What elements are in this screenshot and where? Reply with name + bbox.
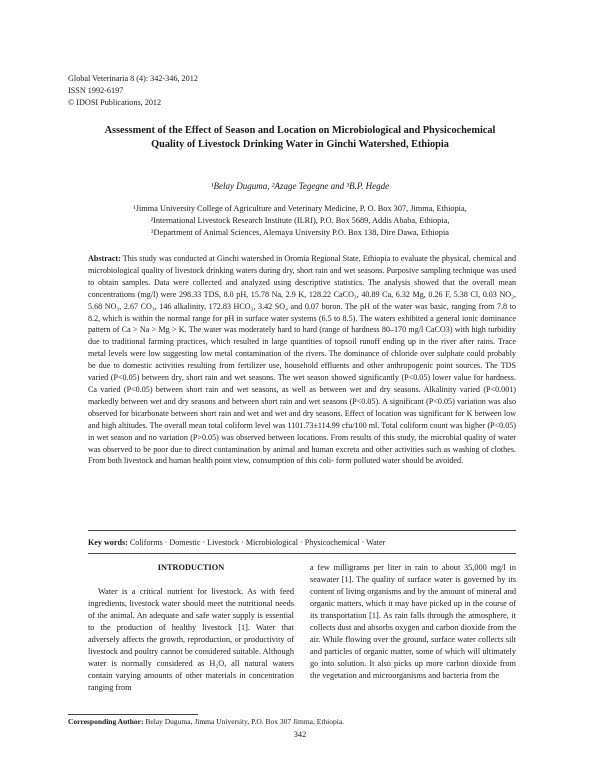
copyright: © IDOSI Publications, 2012 bbox=[68, 98, 162, 107]
affiliation-2: ²International Livestock Research Institute (ILRI), P.O. Box 5689, Addis Ababa, Ethiopia, bbox=[150, 216, 450, 225]
issn: ISSN 1992-6197 bbox=[68, 86, 124, 95]
keywords-text: Coliforms · Domestic · Livestock · Microbiological · Physicochemical · Water bbox=[129, 538, 386, 547]
abstract bbox=[88, 253, 516, 467]
journal-citation: Global Veterinaria 8 (4): 342-346, 2012 bbox=[68, 74, 198, 83]
introduction-heading: INTRODUCTION bbox=[157, 563, 225, 572]
abstract-divider bbox=[88, 530, 516, 531]
introduction-right-paragraph: a few milligrams per liter in rain to about 35,000 mg/l in seawater [1]. The quality of surface water is governed by its content of living organisms and by the amount of mineral and organic matters, which it may have picked up in the course of its transportation [1]. As rain falls through the atmosphere, it collects dust and absorbs oxygen and carbon dioxide from the air. While flowing over the ground, surface water collects silt and particles of organic matter, some of which will ultimately go into solution. It also picks up more carbon dioxide from the vegetation and microorganisms and bacteria from the bbox=[310, 563, 516, 680]
corresponding-author-label: Corresponding Author: bbox=[68, 717, 144, 726]
keywords bbox=[88, 537, 516, 549]
introduction-left-paragraph: Water is a critical nutrient for livestock. As with feed ingredients, livestock water should meet the nutritional needs of the animal. An adequate and safe water supply is essential to the production of healthy livestock [1]. Water that adversely affects the growth, reproduction, or productivity of livestock and poultry cannot be considered suitable. Although water is normally considered as H₂O, all natural waters contain varying amounts of other materials in concentration ranging from bbox=[88, 587, 294, 692]
paper-title: Assessment of the Effect of Season and Location on Microbiological and Physicochemical Quality of Livestock Drinking Water in Ginchi Watershed, Ethiopia bbox=[104, 125, 496, 150]
affiliation-1: ¹Jimma University College of Agriculture and Veterinary Medicine, P. O. Box 307, Jimma, Ethiopia, bbox=[133, 204, 467, 213]
left-column bbox=[88, 562, 294, 694]
right-column bbox=[310, 562, 516, 682]
page-number: 342 bbox=[293, 730, 307, 739]
affiliations bbox=[60, 203, 540, 239]
corresponding-author bbox=[68, 717, 344, 727]
affiliation-3: ³Department of Animal Sciences, Alemaya University P.O. Box 138, Dire Dawa, Ethiopia bbox=[151, 228, 449, 237]
corresponding-author-text: Belay Duguma, Jimma University, P.O. Box 307 Jimma, Ethiopia. bbox=[145, 717, 345, 726]
journal-header bbox=[68, 73, 198, 109]
abstract-text: This study was conducted at Ginchi watershed in Oromia Regional State, Ethiopia to evaluate the physical, chemical and microbiological quality of livestock drinking waters during dry, short rain and wet seasons. Purposive sampling technique was used to obtain samples. Data were collected and analyzed using descriptive statistics. The analysis showed that the overall mean concentrations (mg/l) were 298.33 TDS, 8.0 pH, 15.78 Na, 2.9 K, 128.22 CaCO₃, 40.89 Ca, 6.32 Mg, 0.26 F, 5.38 Cl, 0.03 NO₂, 5.68 NO₃, 2.67 CO₃, 146 alkalinity, 172.83 HCO₃, 3.42 SO₄ and 0.07 boron. The pH of the water was basic, ranging from 7.8 to 8.2, which is within the normal range for pH in surface water systems (6.5 to 8.5). The waters exhibited a general ionic dominance pattern of Ca > Na > Mg > K. The water was moderately hard to hard (range of hardness 80–170 mg/l CaCO3) with high turbidity due to traditional farming practices, which resulted in large quantities of topsoil runoff ending up in the river after rains. Trace metal levels were low suggesting low metal contamination of the rivers. The dominance of chloride over sulphate could probably be due to domestic activities resulting from fertilizer use, household effluents and other anthropogenic point sources. The TDS varied (P<0.05) between dry, short rain and wet seasons. The wet season showed significantly (P<0.05) lower value for hardness. Ca varied (P<0.05) between short rain and wet seasons, as well as between wet and dry seasons. Alkalinity varied (P<0.001) markedly between wet and dry seasons and between short rain and wet seasons (P<0.05). A significant (P<0.05) variation was also observed for bicarbonate between short rain and wet and wet and dry seasons. Effect of location was significant for K between low and high altitudes. The overall mean total coliform level was 1101.73±114.99 cfu/100 ml. Total coliform count was higher (P<0.05) in wet season and no variation (P>0.05) was observed between locations. From results of this study, the microbial quality of water was observed to be poor due to direct contamination by animal and human excreta and other activities such as washing of clothes. From both livestock and human health point view, consumption of this coli- form polluted water should be avoided. bbox=[88, 254, 516, 466]
authors: ¹Belay Duguma, ²Azage Tegegne and ³B.P. Hegde bbox=[210, 181, 390, 191]
footnote-divider bbox=[68, 714, 198, 715]
keywords-divider bbox=[88, 553, 516, 554]
keywords-label: Key words: bbox=[88, 538, 128, 547]
abstract-label: Abstract: bbox=[88, 254, 121, 263]
